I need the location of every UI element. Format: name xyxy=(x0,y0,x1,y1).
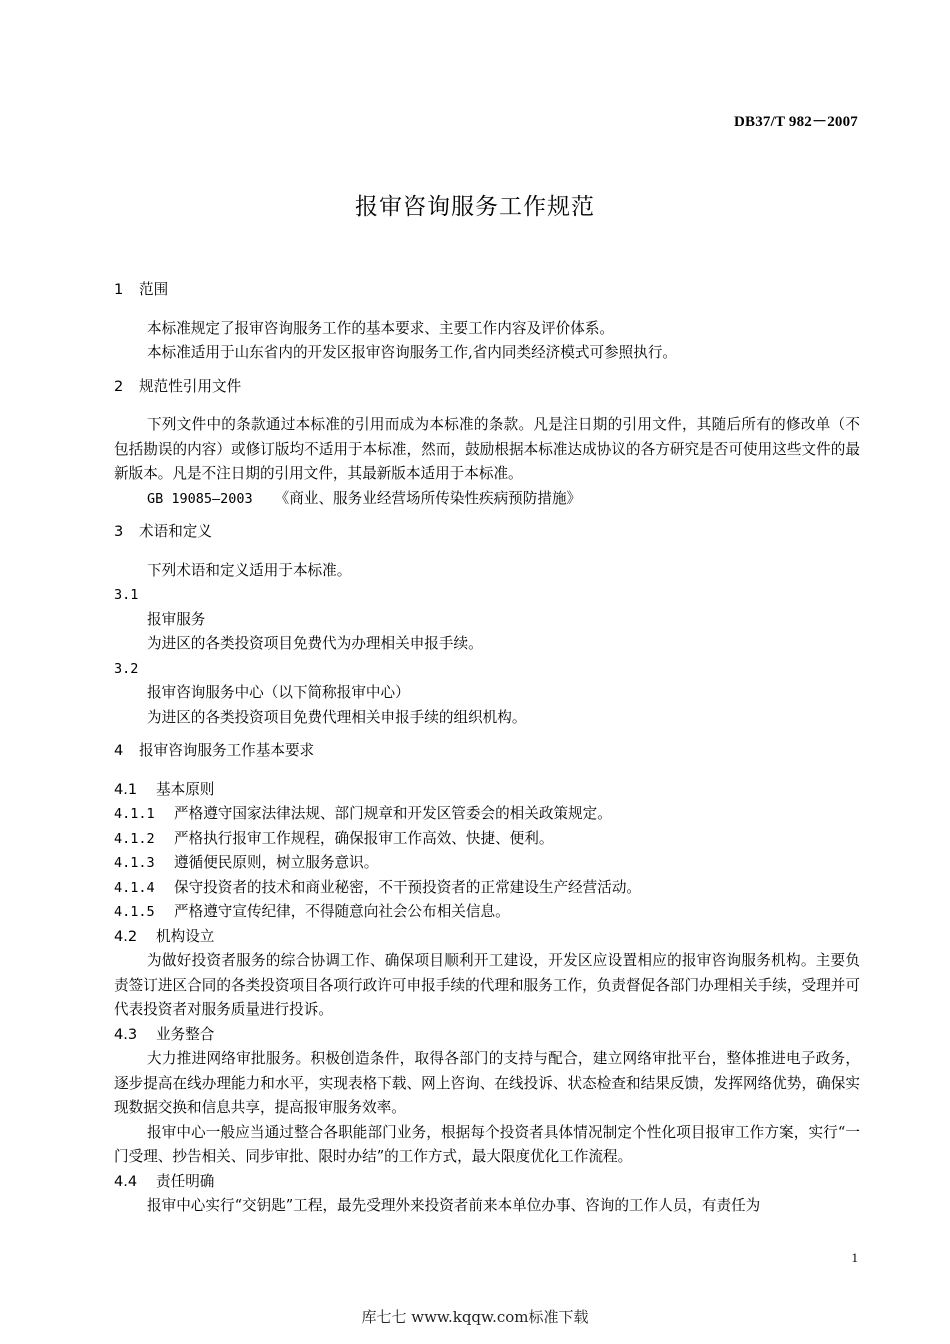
clause-item: 4.1.2 严格执行报审工作规程，确保报审工作高效、快捷、便利。 xyxy=(114,829,554,847)
section-1-para-2: 本标准适用于山东省内的开发区报审咨询服务工作,省内同类经济模式可参照执行。 xyxy=(147,344,678,361)
clause-item: 4.1.5 严格遵守宣传纪律，不得随意向社会公布相关信息。 xyxy=(114,903,510,920)
section-4-2-heading: 4.2 机构设立 xyxy=(114,927,215,945)
section-4-heading: 4 报审咨询服务工作基本要求 xyxy=(114,742,315,759)
section-4-3-para-2: 报审中心一般应当通过整合各职能部门业务，根据每个投资者具体情况制定个性化项目报审工作方案，实行“一门受理、抄告相关、同步审批、限时办结”的工作方式，最大限度优化工作流程。 xyxy=(114,1123,860,1165)
clause-item: 4.1.3 遵循便民原则，树立服务意识。 xyxy=(114,854,379,871)
page-number: 1 xyxy=(851,1250,858,1265)
section-1-heading: 1 范围 xyxy=(114,281,169,298)
footer-watermark: 库七七 www.kqqw.com标准下载 xyxy=(361,1308,589,1326)
document-title: 报审咨询服务工作规范 xyxy=(355,194,595,220)
term-name: 报审服务 xyxy=(147,610,206,628)
section-3-heading: 3 术语和定义 xyxy=(114,523,212,540)
term-name: 报审咨询服务中心（以下简称报审中心） xyxy=(147,684,410,701)
term-definition: 为进区的各类投资项目免费代为办理相关申报手续。 xyxy=(147,635,483,652)
term-number: 3.1 xyxy=(114,587,139,603)
section-2-heading: 2 规范性引用文件 xyxy=(114,377,242,395)
normative-reference: GB 19085—2003 《商业、服务业经营场所传染性疾病预防措施》 xyxy=(147,489,582,507)
document-body xyxy=(114,278,860,1219)
section-4-2-para: 为做好投资者服务的综合协调工作、确保项目顺利开工建设，开发区应设置相应的报审咨询服务机构。主要负责签订进区合同的各类投资项目各项行政许可申报手续的代理和服务工作，负责督促各部门办理相关手续，受理并可代表投资者对服务质量进行投诉。 xyxy=(114,952,860,1018)
section-4-3-heading: 4.3 业务整合 xyxy=(114,1025,215,1043)
section-3-intro: 下列术语和定义适用于本标准。 xyxy=(147,561,352,579)
section-4-3-para-1: 大力推进网络审批服务。积极创造条件，取得各部门的支持与配合，建立网络审批平台，整体推进电子政务，逐步提高在线办理能力和水平，实现表格下载、网上咨询、在线投诉、状态检查和结果反馈，发挥网络优势，确保实现数据交换和信息共享，提高报审服务效率。 xyxy=(114,1050,860,1116)
clause-item: 4.1.4 保守投资者的技术和商业秘密，不干预投资者的正常建设生产经营活动。 xyxy=(114,878,642,896)
term-number: 3.2 xyxy=(114,660,139,677)
section-2-para: 下列文件中的条款通过本标准的引用而成为本标准的条款。凡是注日期的引用文件，其随后所有的修改单（不包括勘误的内容）或修订版均不适用于本标准，然而，鼓励根据本标准达成协议的各方研究是否可使用这些文件的最新版本。凡是不注日期的引用文件，其最新版本适用于本标准。 xyxy=(114,416,860,482)
section-1-para-1: 本标准规定了报审咨询服务工作的基本要求、主要工作内容及评价体系。 xyxy=(147,319,615,337)
section-4-4-para: 报审中心实行“交钥匙”工程，最先受理外来投资者前来本单位办事、咨询的工作人员，有责任为 xyxy=(147,1197,761,1214)
section-4-1-heading: 4.1 基本原则 xyxy=(114,780,215,798)
clause-item: 4.1.1 严格遵守国家法律法规、部门规章和开发区管委会的相关政策规定。 xyxy=(114,805,612,822)
term-definition: 为进区的各类投资项目免费代理相关申报手续的组织机构。 xyxy=(147,708,527,726)
section-4-4-heading: 4.4 责任明确 xyxy=(114,1172,215,1190)
standard-code: DB37/T 982－2007 xyxy=(734,114,858,130)
